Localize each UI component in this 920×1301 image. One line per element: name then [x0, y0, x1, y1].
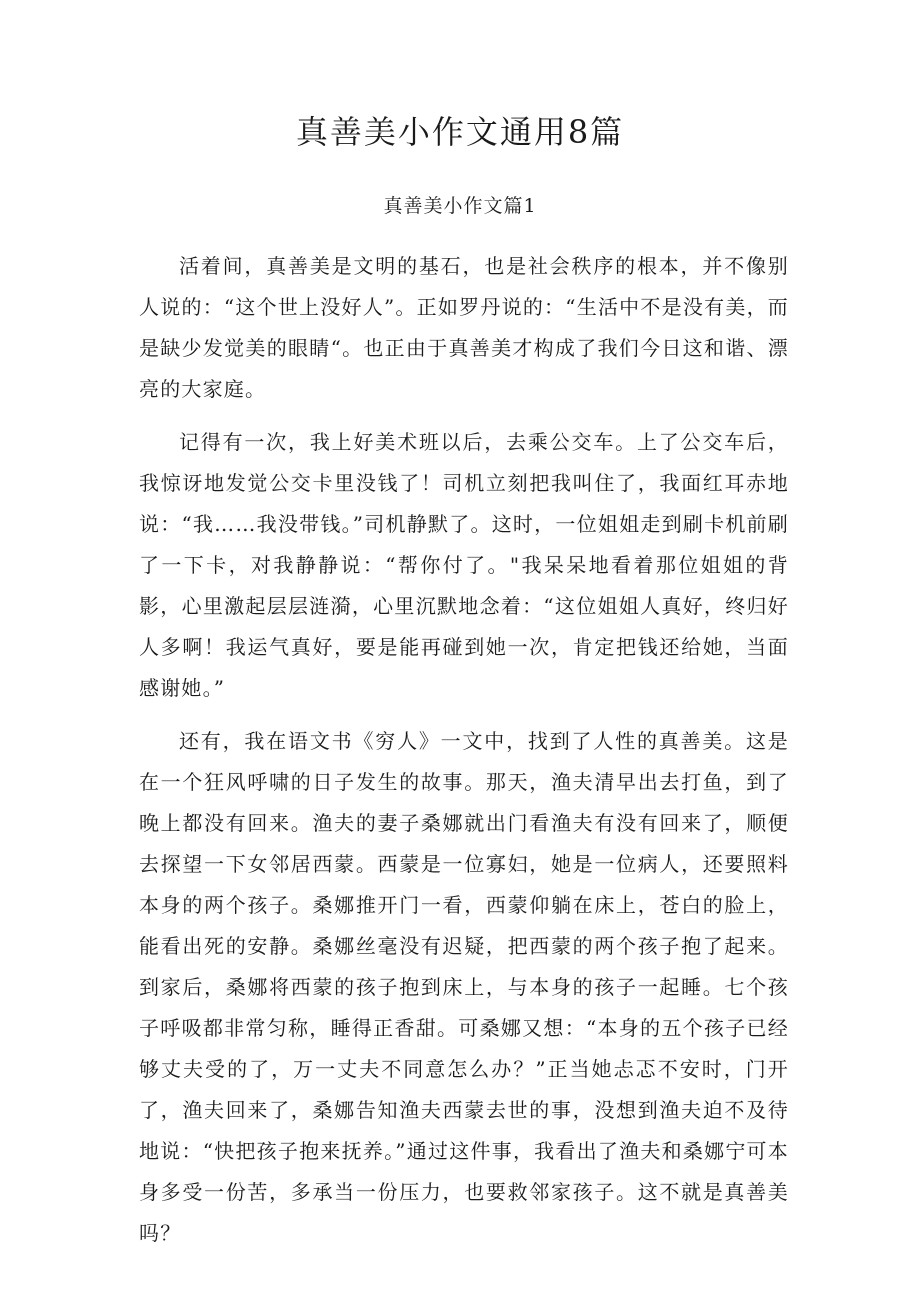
paragraph-3: 还有，我在语文书《穷人》一文中，找到了人性的真善美。这是在一个狂风呼啸的日子发生的故事。那天，渔夫清早出去打鱼，到了晚上都没有回来。渔夫的妻子桑娜就出门看渔夫有没有回来了，顺便去探望一下女邻居西蒙。西蒙是一位寡妇，她是一位病人，还要照料本身的两个孩子。桑娜推开门一看，西蒙仰躺在床上，苍白的脸上，能看出死的安静。桑娜丝毫没有迟疑，把西蒙的两个孩子抱了起来。到家后，桑娜将西蒙的孩子抱到床上，与本身的孩子一起睡。七个孩子呼吸都非常匀称，睡得正香甜。可桑娜又想：“本身的五个孩子已经够丈夫受的了，万一丈夫不同意怎么办？”正当她忐忑不安时，门开了，渔夫回来了，桑娜告知渔夫西蒙去世的事，没想到渔夫迫不及待地说：“快把孩子抱来抚养。”通过这件事，我看出了渔夫和桑娜宁可本身多受一份苦，多承当一份压力，也要救邻家孩子。这不就是真善美吗？ — [139, 729, 789, 1245]
section-title: 真善美小作文篇1 — [383, 195, 537, 217]
paragraph-1: 活着间，真善美是文明的基石，也是社会秩序的根本，并不像别人说的：“这个世上没好人”。正如罗丹说的：“生活中不是没有美，而是缺少发觉美的眼睛“。也正由于真善美才构成了我们今日这和谐、漂亮的大家庭。 — [139, 254, 789, 401]
document-title: 真善美小作文通用8篇 — [295, 113, 625, 151]
paragraph-2: 记得有一次，我上好美术班以后，去乘公交车。上了公交车后，我惊讶地发觉公交卡里没钱了！司机立刻把我叫住了，我面红耳赤地说：“我……我没带钱。”司机静默了。这时，一位姐姐走到刷卡机前刷了一下卡，对我静静说：“帮你付了。"我呆呆地看着那位姐姐的背影，心里激起层层涟漪，心里沉默地念着：“这位姐姐人真好，终归好人多啊！我运气真好，要是能再碰到她一次，肯定把钱还给她，当面感谢她。” — [139, 430, 789, 700]
document-body — [139, 246, 789, 1266]
